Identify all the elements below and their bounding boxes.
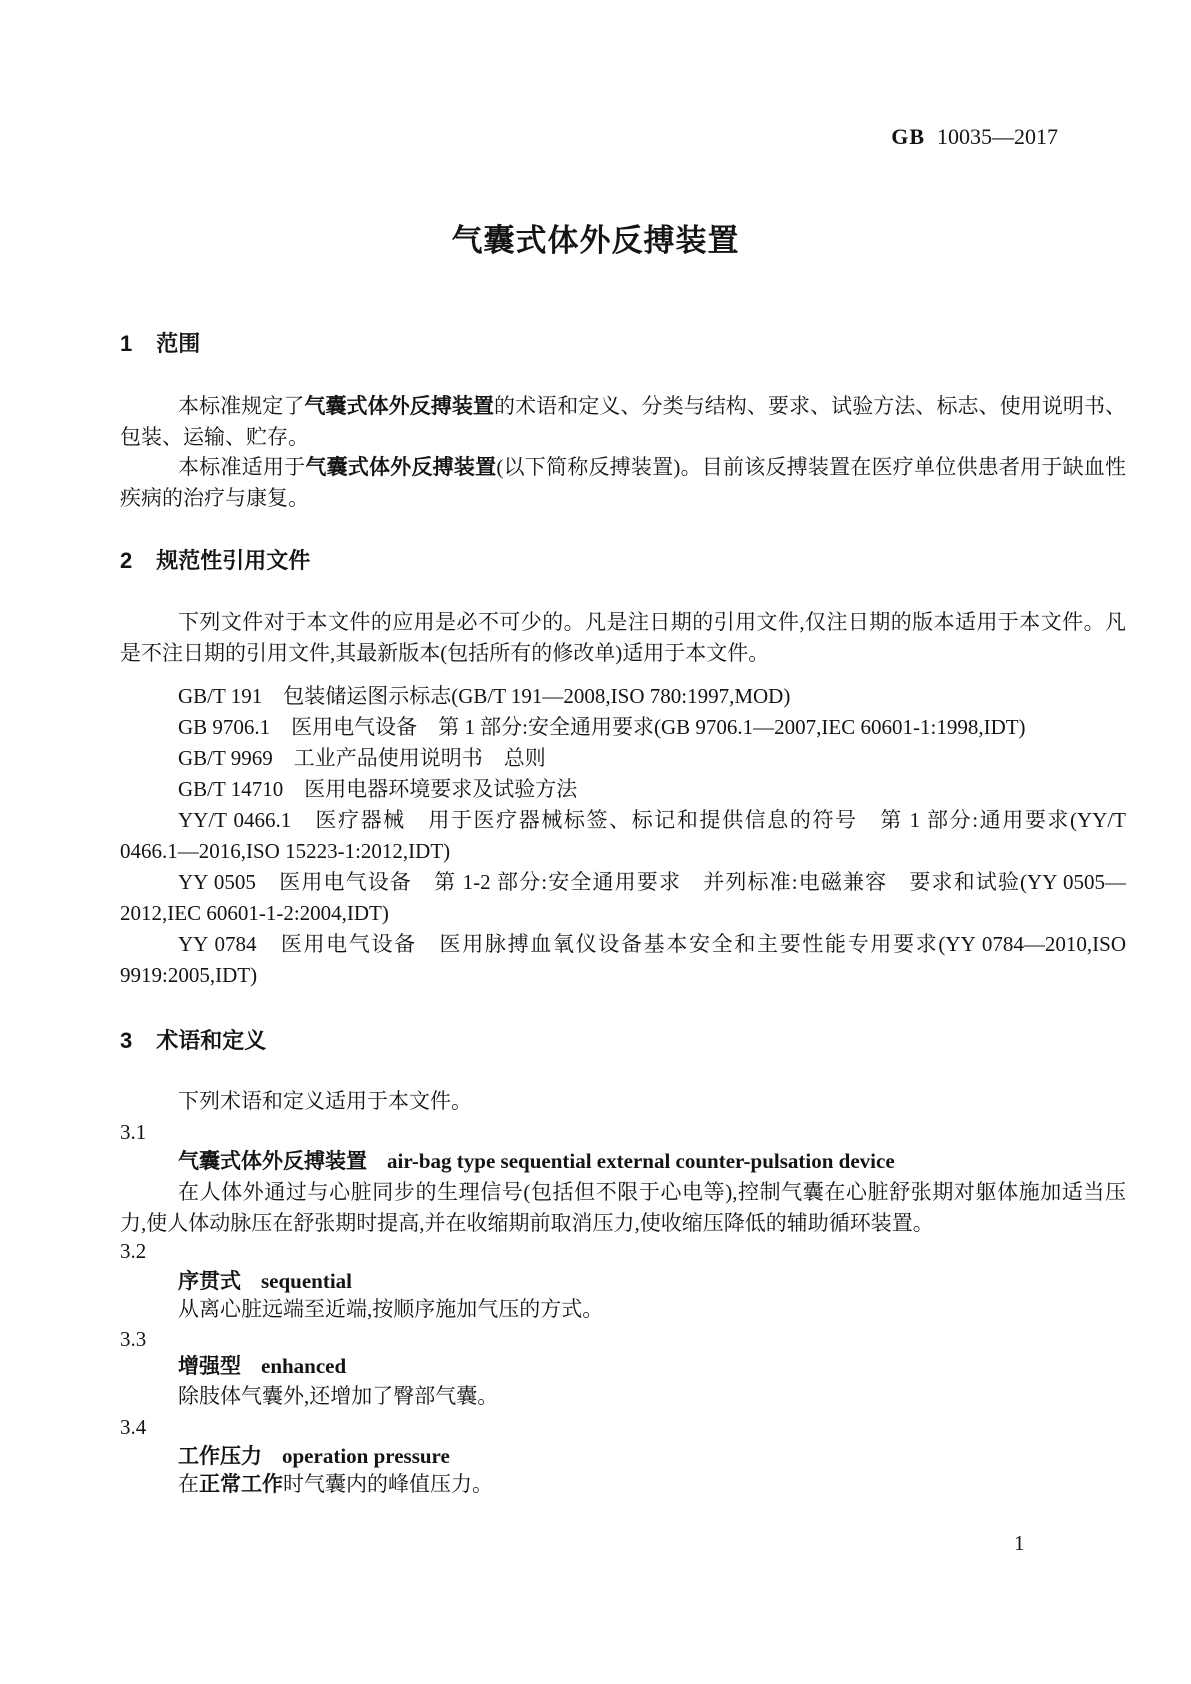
term-number: 3.2 [120,1239,147,1263]
term-number: 3.4 [120,1415,147,1439]
reference-item: YY 0784 医用电气设备 医用脉搏血氧仪设备基本安全和主要性能专用要求(YY 0784—2010,ISO 9919:2005,IDT) [120,932,1126,987]
clause-3-title: 术语和定义 [156,1028,267,1053]
clause-3-intro: 下列术语和定义适用于本文件。 [178,1089,472,1113]
term-zh: 序贯式 [178,1270,241,1293]
term-en: enhanced [261,1354,347,1378]
term-definition: 在人体外通过与心脏同步的生理信号(包括但不限于心电等),控制气囊在心脏舒张期对躯体施加适当压力,使人体动脉压在舒张期时提高,并在收缩期前取消压力,使收缩压降低的辅助循环装置。 [120,1180,1126,1235]
term-definition: 在正常工作时气囊内的峰值压力。 [178,1472,493,1496]
term-zh: 增强型 [178,1355,241,1378]
term-en: sequential [261,1269,353,1293]
standard-code [891,125,1058,149]
clause-1-heading [120,332,1126,356]
clause-1-paragraph-1: 本标准规定了气囊式体外反搏装置的术语和定义、分类与结构、要求、试验方法、标志、使用说明书、包装、运输、贮存。 [120,394,1127,449]
term-en: operation pressure [282,1444,450,1468]
clause-2-heading [120,549,1126,573]
term-number: 3.3 [120,1327,147,1351]
term-en: air-bag type sequential external counter-pulsation device [387,1149,895,1173]
clause-1-paragraph-2: 本标准适用于气囊式体外反搏装置(以下简称反搏装置)。目前该反搏装置在医疗单位供患者用于缺血性疾病的治疗与康复。 [120,455,1127,510]
clause-2-title: 规范性引用文件 [156,548,311,573]
reference-list [120,681,1126,991]
term-zh: 工作压力 [178,1445,262,1468]
reference-item: GB/T 191 包装储运图示标志(GB/T 191—2008,ISO 780:1997,MOD) [178,684,791,708]
term-definition: 从离心脏远端至近端,按顺序施加气压的方式。 [178,1297,604,1321]
term-title [120,1351,1184,1382]
reference-item: GB/T 14710 医用电器环境要求及试验方法 [178,777,578,801]
clause-3-number: 3 [120,1028,133,1053]
term-definition: 除肢体气囊外,还增加了臀部气囊。 [178,1384,499,1408]
term-title [120,1146,1184,1177]
term-title [120,1266,1184,1297]
clause-1-title: 范围 [156,331,201,356]
reference-item: GB 9706.1 医用电气设备 第 1 部分:安全通用要求(GB 9706.1—2007,IEC 60601-1:1998,IDT) [178,715,1026,739]
term-zh: 气囊式体外反搏装置 [178,1150,367,1173]
clause-2-intro: 下列文件对于本文件的应用是必不可少的。凡是注日期的引用文件,仅注日期的版本适用于本文件。凡是不注日期的引用文件,其最新版本(包括所有的修改单)适用于本文件。 [120,610,1126,665]
reference-item: GB/T 9969 工业产品使用说明书 总则 [178,746,546,770]
clause-2-number: 2 [120,548,133,573]
reference-item: YY 0505 医用电气设备 第 1-2 部分:安全通用要求 并列标准:电磁兼容 要求和试验(YY 0505—2012,IEC 60601-1-2:2004,IDT) [120,870,1126,925]
term-title [120,1441,1184,1472]
document-title: 气囊式体外反搏装置 [451,223,740,258]
reference-item: YY/T 0466.1 医疗器械 用于医疗器械标签、标记和提供信息的符号 第 1 部分:通用要求(YY/T 0466.1—2016,ISO 15223-1:2012,IDT) [120,808,1126,863]
clause-1-number: 1 [120,331,133,356]
standard-code-prefix: GB [891,124,925,149]
term-number: 3.1 [120,1120,147,1144]
standard-code-number: 10035—2017 [937,124,1058,149]
clause-3-heading [120,1029,1126,1053]
page-number: 1 [1014,1531,1025,1555]
